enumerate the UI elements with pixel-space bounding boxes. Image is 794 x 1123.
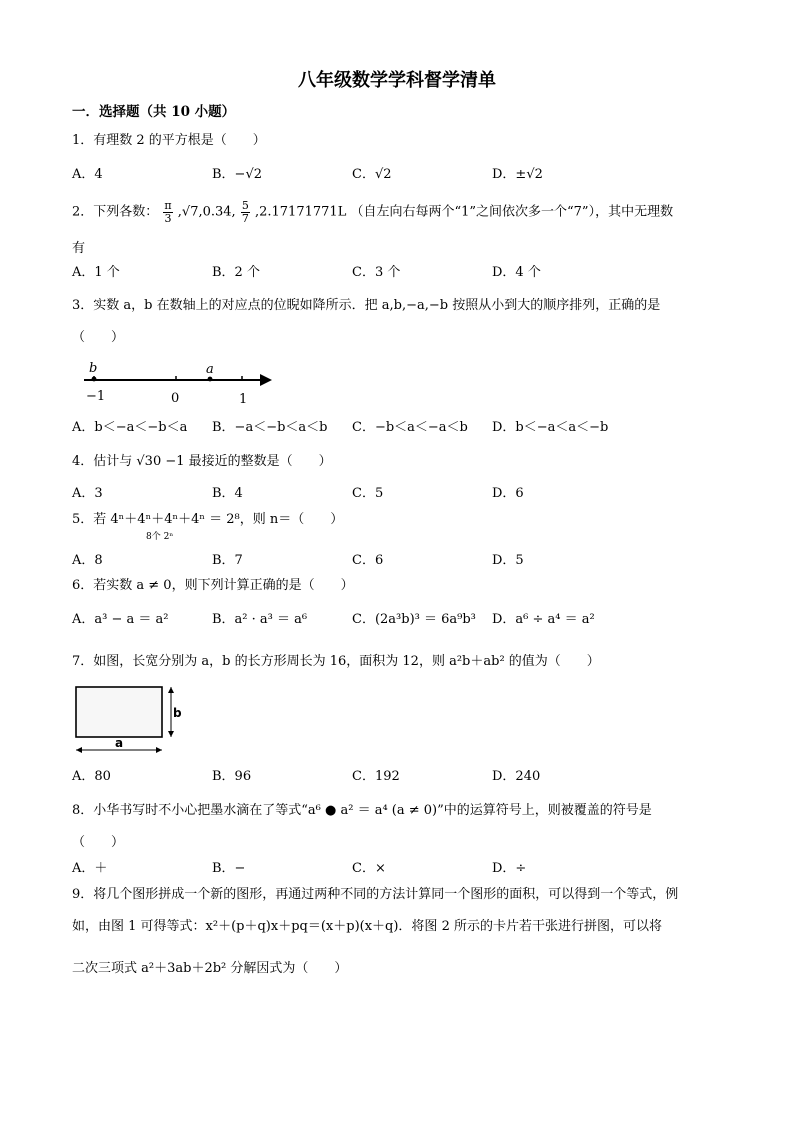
label-zero: 0: [171, 391, 180, 406]
page-title: 八年级数学学科督学清单: [298, 70, 496, 91]
label-a: a: [115, 736, 124, 750]
q2-frac2-den: 7: [241, 211, 249, 225]
a-arrow-right: [156, 747, 162, 753]
q8-option-b: B．−: [212, 861, 246, 876]
q7-option-b: B．96: [212, 769, 252, 784]
q2-list-end: ,2.17171771L （自左向右每两个“1”之间依次多一个“7”），其中无理数: [254, 204, 674, 220]
q2-frac1-num: π: [164, 199, 172, 212]
question-3-paren: （ ）: [72, 330, 125, 345]
label-b: b: [173, 706, 182, 720]
q5-underbrace-label: 8个 2ⁿ: [146, 532, 174, 542]
question-7-stem: 7．如图，长宽分别为 a，b 的长方形周长为 16，面积为 12，则 a²b＋ab² 的值为（ ）: [72, 654, 600, 669]
q6-option-a: A．a³ − a ＝ a²: [72, 612, 169, 627]
q1-option-a: A．4: [72, 167, 103, 182]
q2-option-d: D．4 个: [492, 265, 541, 280]
point-a: [208, 377, 213, 382]
q2-list-mid: ,√7,0.34,: [177, 204, 236, 220]
question-9-line3: 二次三项式 a²＋3ab＋2b² 分解因式为（ ）: [72, 961, 348, 976]
q2-fraction-pi-over-3: [163, 200, 172, 224]
question-9-line1: 9．将几个图形拼成一个新的图形，再通过两种不同的方法计算同一个图形的面积，可以得到一个等式，例: [72, 887, 679, 902]
label-a: a: [206, 362, 214, 377]
point-b: [92, 377, 97, 382]
question-6-stem: 6．若实数 a ≠ 0，则下列计算正确的是（ ）: [72, 578, 354, 593]
q4-option-b: B．4: [212, 486, 243, 501]
b-arrow-bottom: [168, 731, 174, 737]
q6-option-c: C．(2a³b)³ ＝ 6a⁹b³: [352, 612, 476, 627]
question-9-line2: 如，由图 1 可得等式：x²＋(p＋q)x＋pq＝(x＋p)(x＋q)．将图 2 所示的卡片若干张进行拼图，可以将: [72, 919, 662, 934]
number-line-figure: [80, 360, 280, 406]
q2-option-c: C．3 个: [352, 265, 401, 280]
q1-option-d: D．±√2: [492, 167, 543, 182]
q3-option-a: A．b＜−a＜−b＜a: [72, 420, 188, 435]
rectangle-figure: [74, 684, 182, 756]
q4-option-c: C．5: [352, 486, 384, 501]
q6-option-b: B．a² · a³ ＝ a⁶: [212, 612, 308, 627]
q6-option-d: D．a⁶ ÷ a⁴ ＝ a²: [492, 612, 595, 627]
label-one: 1: [239, 392, 248, 406]
q2-frac1-den: 3: [164, 211, 172, 225]
q5-option-c: C．6: [352, 553, 384, 568]
q2-frac2-num: 5: [241, 199, 249, 212]
rectangle-shape: [76, 687, 162, 737]
q7-option-c: C．192: [352, 769, 400, 784]
question-8-stem: 8．小华书写时不小心把墨水滴在了等式“a⁶ ● a² ＝ a⁴ (a ≠ 0)”中的运算符号上，则被覆盖的符号是: [72, 803, 652, 818]
q4-option-d: D．6: [492, 486, 524, 501]
q2-prefix: 2．下列各数：: [72, 204, 159, 220]
q1-option-c: C．√2: [352, 167, 392, 182]
q5-option-a: A．8: [72, 553, 103, 568]
q3-option-c: C．−b＜a＜−a＜b: [352, 420, 468, 435]
q3-option-b: B．−a＜−b＜a＜b: [212, 420, 328, 435]
q5-option-b: B．7: [212, 553, 243, 568]
q2-option-a: A．1 个: [72, 265, 120, 280]
q8-option-d: D．÷: [492, 861, 527, 876]
section-heading: 一．选择题（共 10 小题）: [72, 104, 236, 120]
q5-option-d: D．5: [492, 553, 524, 568]
question-4-stem: 4．估计与 √30 −1 最接近的整数是（ ）: [72, 454, 332, 469]
q2-option-b: B．2 个: [212, 265, 260, 280]
q8-option-c: C．×: [352, 861, 386, 876]
question-2-line2: 有: [72, 241, 86, 256]
q1-option-b: B．−√2: [212, 167, 263, 182]
label-b: b: [89, 361, 98, 376]
question-3-stem: 3．实数 a，b 在数轴上的对应点的位睨如降所示．把 a,b,−a,−b 按照从小到大的顺序排列，正确的是: [72, 298, 661, 313]
question-5-stem: 5．若 4ⁿ＋4ⁿ＋4ⁿ＋4ⁿ ＝ 2⁸，则 n＝（ ）: [72, 512, 344, 527]
q7-option-a: A．80: [72, 769, 111, 784]
b-arrow-top: [168, 687, 174, 693]
q7-option-d: D．240: [492, 769, 541, 784]
q4-option-a: A．3: [72, 486, 103, 501]
number-line-arrow: [260, 374, 272, 386]
question-2-stem: [72, 200, 673, 224]
q3-option-d: D．b＜−a＜a＜−b: [492, 420, 609, 435]
question-1-stem: 1．有理数 2 的平方根是（ ）: [72, 133, 266, 148]
question-8-paren: （ ）: [72, 835, 125, 850]
q8-option-a: A．＋: [72, 861, 108, 876]
q2-fraction-5-over-7: [241, 200, 250, 224]
a-arrow-left: [76, 747, 82, 753]
label-neg1: −1: [86, 389, 106, 404]
